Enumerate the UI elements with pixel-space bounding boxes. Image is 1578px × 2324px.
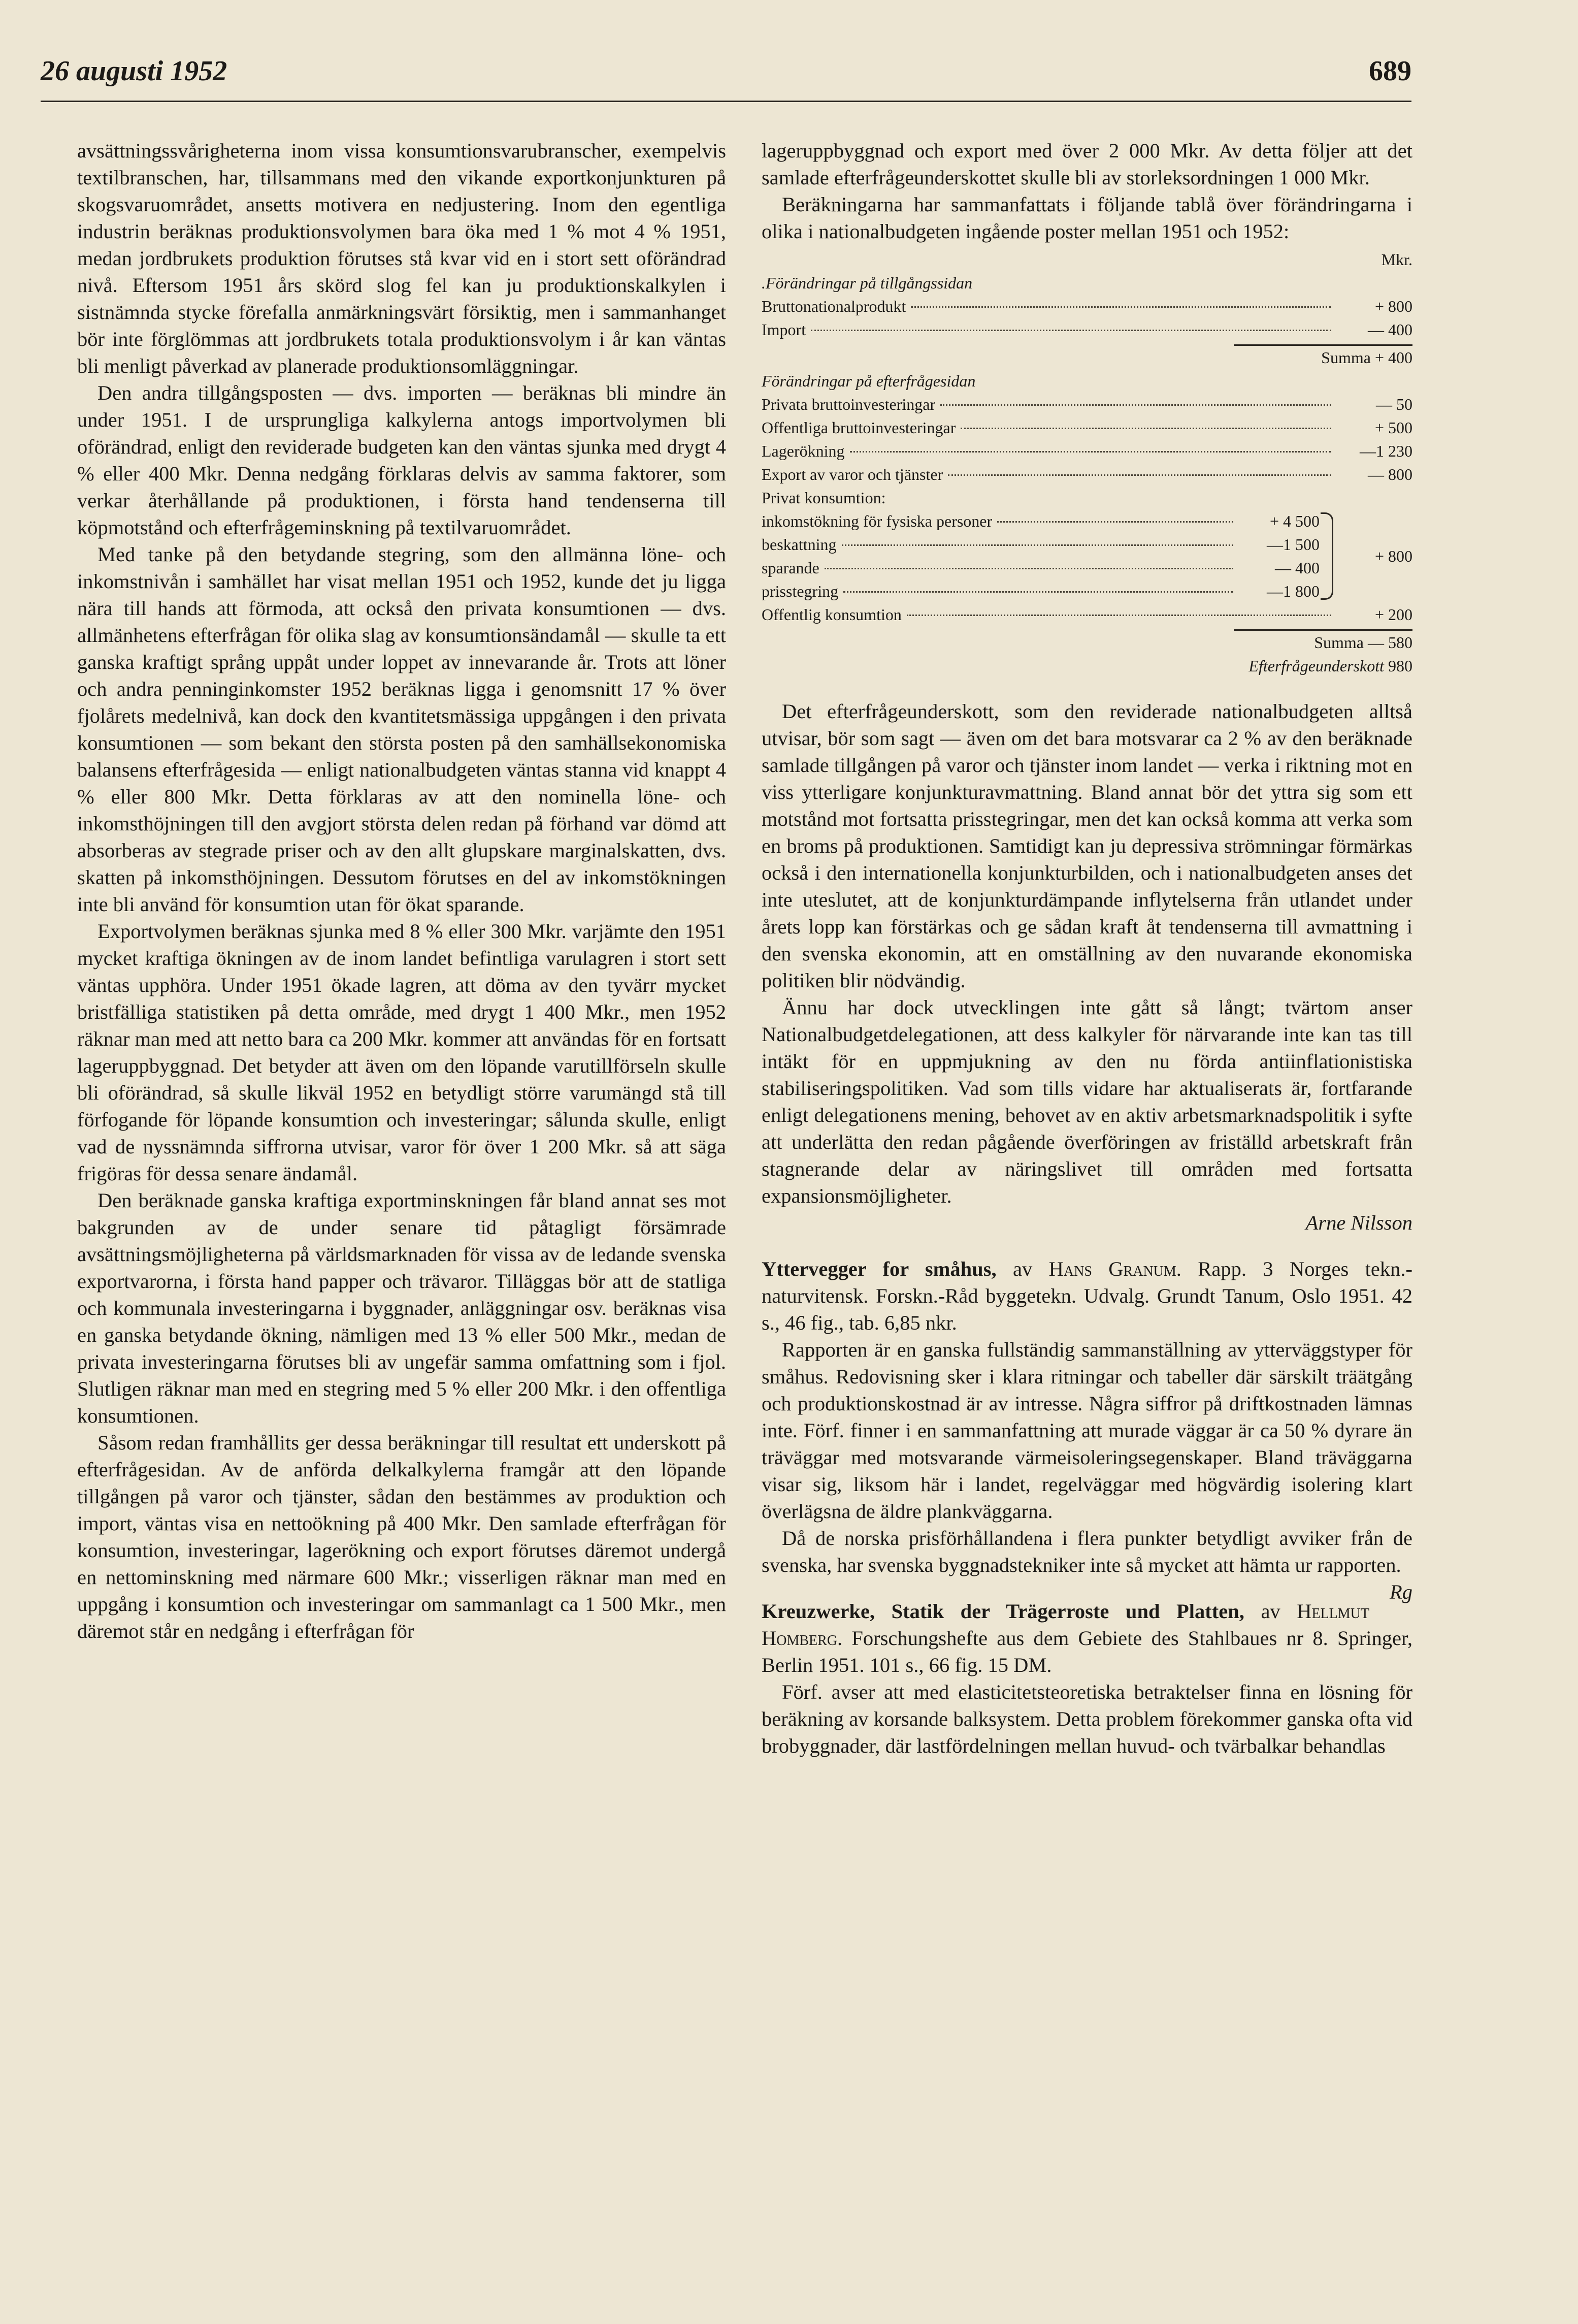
review-citation: Kreuzwerke, Statik der Trägerroste und Platten, av Hellmut Homberg. Forschungshefte aus dem Gebiete des Stahlbaues nr 8. Springer, Berlin 1951. 101 s., 66 fig. 15 DM. <box>762 1600 1413 1676</box>
review-author: Hans Granum. <box>1048 1257 1181 1280</box>
review-citation: Yttervegger for småhus, av Hans Granum. Rapp. 3 Norges tekn.-naturvitensk. Forskn.-Råd byggetekn. Udvalg. Grundt Tanum, Oslo 1951. 42 s., 46 fig., tab. 6,85 nkr. <box>762 1257 1412 1334</box>
left-column <box>77 137 726 1644</box>
demand-heading: Förändringar på efterfrågesidan <box>762 372 976 390</box>
signature: Rg <box>1390 1580 1412 1603</box>
private-total: + 800 <box>1374 547 1412 565</box>
table-row: prisstegring —1 800 <box>762 582 1320 600</box>
row-label: Import <box>762 320 806 339</box>
supply-heading: .Förändringar på tillgångssidan <box>762 274 973 292</box>
paragraph: Den andra tillgångsposten — dvs. importen — beräknas bli mindre än under 1951. I de ursprungliga kalkylerna antogs importvolymen bli oförändrad, enligt den reviderade budgeten kan den väntas sjunka med drygt 4 % eller 400 Mkr. Denna nedgång förklaras delvis av samma faktorer, som verkar återhållande på produktionen, i första hand tendenserna till köpmotstånd och efterfrågeminskning på textilvaruområdet. <box>77 381 726 539</box>
row-value: — 400 <box>1368 320 1412 339</box>
page-number: 689 <box>1369 55 1411 87</box>
private-consumption-group <box>762 509 1412 603</box>
table-row: Offentlig konsumtion + 200 <box>762 605 1412 624</box>
row-label: Bruttonationalprodukt <box>762 297 906 315</box>
table-row: Offentliga bruttoinvesteringar + 500 <box>762 418 1412 437</box>
paragraph: avsättningssvårigheterna inom vissa konsumtionsvarubranscher, exempelvis textilbranschen, har, tillsammans med den vikande exportkonjunkturen på skogsvaruområdet, ansetts motivera en nedjustering. Inom den egentliga industrin beräknas produktionsvolymen bara öka med 1 % mot 4 % 1951, medan jordbrukets produktion förutses stå kvar vid en i stort sett oförändrad nivå. Eftersom 1951 års skörd slog fel kan ju produktionskalkylen i sistnämnda stycke förefalla anmärkningsvärt försiktig, men i sammanhanget bör inte förglömmas att jordbrukets totala produktionsvolym i år kan väntas bli menligt påverkad av planerade produktionsomläggningar. <box>77 139 726 377</box>
table-row: beskattning —1 500 <box>762 535 1320 554</box>
paragraph: Exportvolymen beräknas sjunka med 8 % eller 300 Mkr. varjämte den 1951 mycket kraftiga ökningen av de inom landet befintliga varulagren i stort sett väntas upphöra. Under 1951 ökade lagren, att döma av den tyvärr mycket bristfälliga statistiken på detta område, med drygt 1 400 Mkr., men 1952 räknar man med att netto bara ca 200 Mkr. kommer att användas för en fortsatt lageruppbyggnad. Det betyder att även om den löpande varutillförseln skulle bli oförändrad, så skulle likväl 1952 en betydligt större varumängd stå till förfogande för löpande konsumtion och investeringar; sålunda skulle, enligt vad de nyssnämnda siffrorna utvisar, varor för över 1 200 Mkr. så att säga frigöras för dessa senare ändamål. <box>77 920 726 1185</box>
deficit-row: Efterfrågeunderskott 980 <box>1248 657 1412 675</box>
paragraph: lageruppbyggnad och export med över 2 000 Mkr. Av detta följer att det samlade efterfrågeunderskottet skulle bli av storleksordningen 1 000 Mkr. <box>762 139 1412 189</box>
table-row: sparande — 400 <box>762 559 1320 577</box>
paragraph: Rapporten är en ganska fullständig sammanställning av ytterväggstyper för småhus. Redovisning sker i klara ritningar och tabeller där särskilt träätgång och produktionskostnad är av intresse. Några siffror på driftkostnaden lämnas inte. Förf. finner i en sammanfattning att murade väggar är ca 50 % dyrare än träväggar med motsvarande värmeisoleringsegenskaper. Bland träväggarna visar sig, liksom här i landet, regelväggar med högvärdig isolering klart överlägsna de äldre plankväggarna. <box>762 1338 1412 1523</box>
supply-sum: Summa + 400 <box>1321 348 1412 367</box>
page-header <box>41 55 1411 102</box>
paragraph: Förf. avser att med elasticitetsteoretiska betraktelser finna en lösning för beräkning av korsande balksystem. Detta problem förekommer ganska ofta vid brobyggnader, där lastfördelningen mellan huvud- och tvärbalkar behandlas <box>762 1681 1412 1757</box>
table-row <box>762 295 1412 318</box>
budget-table <box>762 248 1412 677</box>
demand-sum: Summa — 580 <box>1314 633 1412 652</box>
review-title: Kreuzwerke, Statik der Trägerroste und Platten, <box>762 1600 1244 1623</box>
private-heading: Privat konsumtion: <box>762 489 886 507</box>
table-unit: Mkr. <box>1381 250 1412 269</box>
row-value: + 800 <box>1374 297 1412 315</box>
signature: Arne Nilsson <box>1305 1211 1412 1234</box>
paragraph: Det efterfrågeunderskott, som den reviderade nationalbudgeten alltså utvisar, bör som sagt — även om det bara motsvarar ca 2 % av den beräknade samlade tillgången på varor och tjänster inom landet — verka i riktning mot en viss ytterligare konjunkturavmattning. Bland annat bör det yttra sig som ett motstånd mot fortsatta prisstegringar, men det kan också komma att verka som en broms på produktionen. Samtidigt kan ju depressiva strömningar förmärkas också i den internationella konjunkturbilden, och i nationalbudgeten anses det inte uteslutet, att de konjunkturdämpande inflytelserna från utlandet under årets lopp kan förstärkas och ge sådan kraft åt tendenserna till avmattning i den svenska ekonomin, att en omställning av den nuvarande ekonomiska politiken blir nödvändig. <box>762 700 1412 992</box>
brace <box>1321 512 1333 600</box>
table-row: Export av varor och tjänster — 800 <box>762 465 1412 483</box>
table-row <box>762 318 1412 341</box>
issue-date: 26 augusti 1952 <box>41 55 227 87</box>
paragraph: Den beräknade ganska kraftiga exportminskningen får bland annat ses mot bakgrunden av de under senare tid påtagligt försämrade avsättningsmöjligheterna på världsmarknaden för vissa av de ledande svenska exportvarorna, i första hand papper och trävaror. Tilläggas bör att de statliga och kommunala investeringarna i byggnader, anläggningar osv. beräknas visa en ganska betydande ökning, nämligen med 13 % eller 500 Mkr., medan de privata investeringarna förutses bli av ungefär samma omfattning som i fjol. Slutligen räknar man med en stegring med 5 % eller 200 Mkr. i den offentliga konsumtionen. <box>77 1189 726 1427</box>
paragraph: Då de norska prisförhållandena i flera punkter betydligt avviker från de svenska, har svenska byggnadstekniker inte så mycket att hämta ur rapporten. Rg <box>762 1525 1412 1578</box>
review-title: Yttervegger for småhus, <box>762 1257 997 1280</box>
paragraph: Beräkningarna har sammanfattats i följande tablå över förändringarna i olika i nationalbudgeten ingående poster mellan 1951 och 1952: <box>762 193 1412 243</box>
paragraph: Med tanke på den betydande stegring, som den allmänna löne- och inkomstnivån i samhället har visat mellan 1951 och 1952, kunde det ju ligga nära till hands att förmoda, att också den privata konsumtionen — dvs. allmänhetens efterfrågan för olika slag av konsumtionsändamål — skulle ta ett ganska kraftigt språng uppåt under loppet av innevarande år. Trots att löner och andra penninginkomster 1952 beräknas ligga i genomsnitt 17 % över fjolårets medelnivå, kan dock den kvantitetsmässiga uppgången i den privata konsumtionen — som bekant den största posten på den samhällsekonomiska balansens efterfrågesida — enligt nationalbudgeten väntas stanna vid knappt 4 % eller 800 Mkr. Detta förklaras av att den nominella löne- och inkomsthöjningen till den avgjort största delen redan på förhand var dömd att absorberas av stegrade priser och av den allt glupskare marginalskatten, dvs. skatten på inkomsthöjningen. Dessutom förutses en del av inkomstökningen inte bli använd för konsumtion utan för ökat sparande. <box>77 543 726 916</box>
table-row: inkomstökning för fysiska personer + 4 500 <box>762 512 1320 530</box>
table-row: Lagerökning —1 230 <box>762 442 1412 460</box>
paragraph: Såsom redan framhållits ger dessa beräkningar till resultat ett underskott på efterfrågesidan. Av de anförda delkalkylerna framgår att den löpande tillgången på varor och tjänster, sådan den bestämmes av produktion och import, väntas visa en nettoökning på 400 Mkr. Den samlade efterfrågan för konsumtion, investeringar, lagerökning och export förutses däremot undergå en nettominskning med närmare 600 Mkr.; visserligen räknar man med en uppgång i konsumtion och investeringar om sammanlagt ca 1 500 Mkr., men däremot står en nedgång i efterfrågan för <box>77 1431 726 1642</box>
paragraph: Ännu har dock utvecklingen inte gått så långt; tvärtom anser Nationalbudgetdelegationen, att dess kalkyler för närvarande inte kan tas till intäkt för en uppmjukning av den nu förda antiinflationistiska stabiliseringspolitiken. Vad som tills vidare har aktualiserats är, fortfarande enligt delegationens mening, behovet av en aktiv arbetsmarknadspolitik i syfte att underlätta den redan pågående överföringen av friställd arbetskraft från stagnerande delar av näringslivet till områden med fortsatta expansionsmöjligheter. <box>762 996 1412 1207</box>
table-row: Privata bruttoinvesteringar — 50 <box>762 395 1412 413</box>
right-column <box>762 137 1412 1759</box>
review-author: Hellmut Homberg. <box>762 1600 1369 1650</box>
